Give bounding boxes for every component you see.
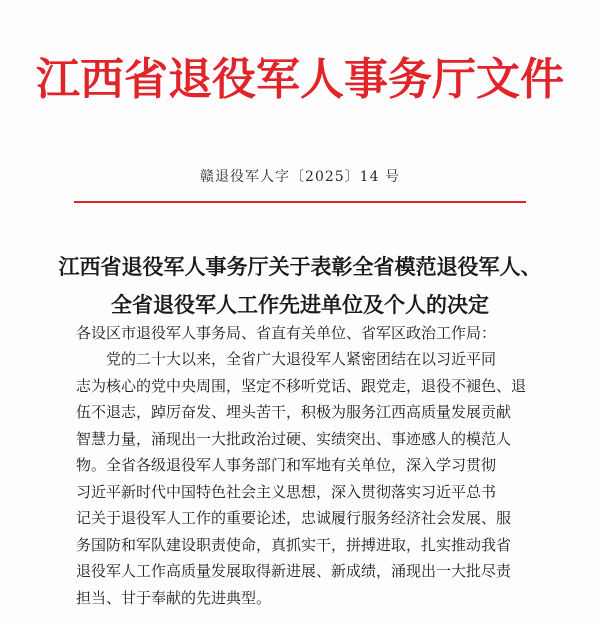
- document-header-title: 江西省退役军人事务厅文件: [36, 54, 564, 105]
- document-number: 赣退役军人字〔2025〕14 号: [200, 169, 400, 185]
- body-text: [76, 346, 536, 611]
- body-line: 担当、甘于奉献的先进典型。: [76, 588, 272, 607]
- decision-title-line-1: 江西省退役军人事务厅关于表彰全省模范退役军人、: [58, 254, 542, 279]
- body-line: 物。全省各级退役军人事务部门和军地有关单位，深入学习贯彻: [76, 456, 497, 474]
- body-line: 务国防和军队建设职责使命，真抓实干，拼搏进取，扎实推动我省: [76, 535, 512, 554]
- body-line: 退役军人工作高质量发展取得新进展、新成绩，涌现出一大批尽责: [76, 562, 512, 580]
- salutation: 各设区市退役军人事务局、省直有关单位、省军区政治工作局：: [76, 324, 497, 342]
- body-line: 伍不退志，踔厉奋发、埋头苦干，积极为服务江西高质量发展贡献: [76, 403, 512, 421]
- decision-title: [0, 248, 600, 324]
- body-line: 记关于退役军人工作的重要论述，忠诚履行服务经济社会发展、服: [76, 509, 512, 527]
- body-line: 智慧力量，涌现出一大批政治过硬、实绩突出、事迹感人的模范人: [76, 429, 512, 448]
- body-line: 习近平新时代中国特色社会主义思想，深入贯彻落实习近平总书: [76, 482, 497, 501]
- red-divider-line: [74, 201, 526, 203]
- body-line: 志为核心的党中央周围，坚定不移听党话、跟党走，退役不褪色、退: [76, 376, 527, 395]
- decision-title-line-2: 全省退役军人工作先进单位及个人的决定: [111, 292, 489, 317]
- body-line: 党的二十大以来，全省广大退役军人紧密团结在以习近平同: [76, 350, 497, 368]
